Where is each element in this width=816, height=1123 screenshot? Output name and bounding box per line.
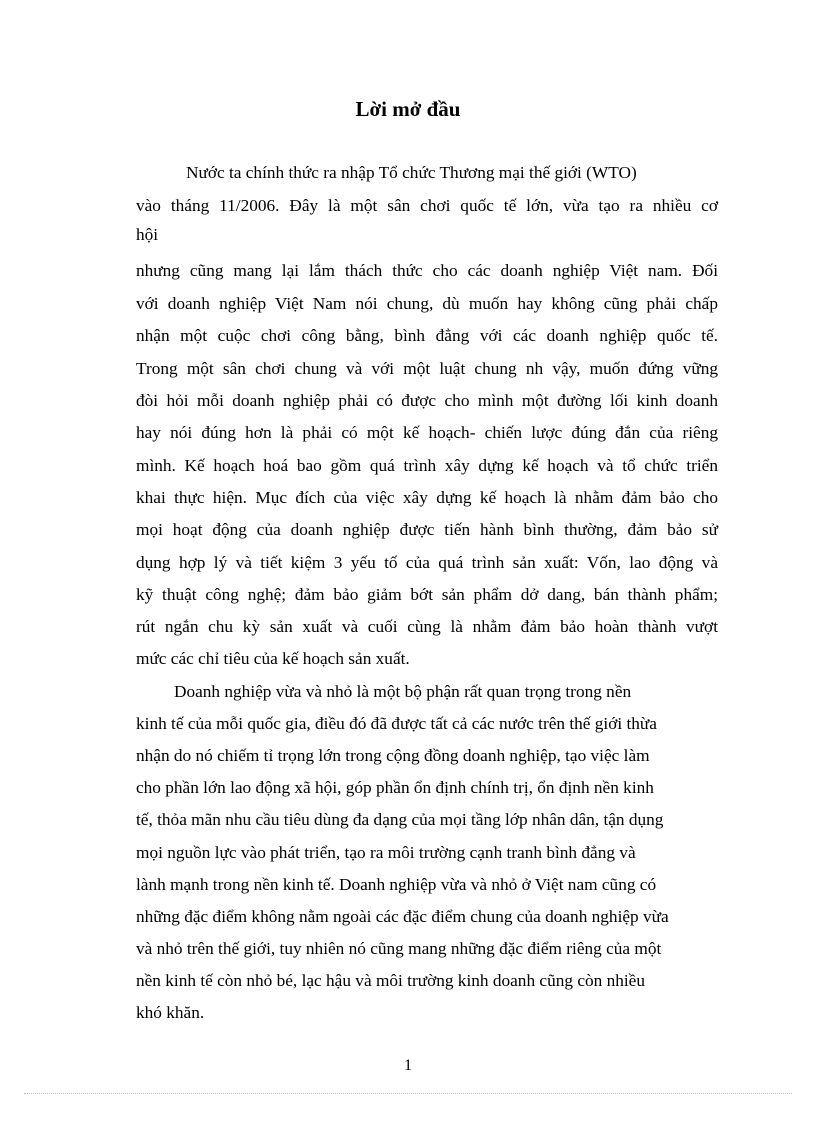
page-bottom-divider (24, 1093, 792, 1094)
text-line: nhưng cũng mang lại lắm thách thức cho các doanh nghiệp Việt nam. Đối (136, 261, 718, 280)
text-line: hay nói đúng hơn là phải có một kế hoạch- chiến lược đúng đắn của riêng (136, 423, 718, 442)
text-line: rút ngắn chu kỳ sản xuất và cuối cùng là nhằm đảm bảo hoàn thành vượt (136, 617, 718, 636)
text-line: tế, thỏa mãn nhu cầu tiêu dùng đa dạng của mọi tầng lớp nhân dân, tận dụng (136, 810, 664, 829)
text-line: khó khăn. (136, 1003, 205, 1022)
text-line: Trong một sân chơi chung và với một luật chung nh vậy, muốn đứng vững (136, 359, 718, 378)
text-line: Nước ta chính thức ra nhập Tổ chức Thương mại thế giới (WTO) (186, 163, 637, 182)
page-title: Lời mở đầu (355, 97, 461, 121)
text-line: dụng hợp lý và tiết kiệm 3 yếu tố của quá trình sản xuất: Vốn, lao động và (136, 553, 718, 572)
text-line: khai thực hiện. Mục đích của việc xây dựng kế hoạch là nhằm đảm bảo cho (136, 488, 718, 507)
text-line: với doanh nghiệp Việt Nam nói chung, dù muốn hay không cũng phải chấp (136, 294, 718, 313)
text-line: nền kinh tế còn nhỏ bé, lạc hậu và môi trường kinh doanh cũng còn nhiều (136, 971, 645, 990)
text-line: hội (136, 225, 159, 244)
text-line: cho phần lớn lao động xã hội, góp phần ổn định chính trị, ổn định nền kinh (136, 778, 654, 797)
text-line: đòi hỏi mỗi doanh nghiệp phải có được cho mình một đường lối kinh doanh (136, 391, 718, 410)
text-line: mức các chỉ tiêu của kế hoạch sản xuất. (136, 649, 410, 668)
text-line: những đặc điểm không nằm ngoài các đặc điểm chung của doanh nghiệp vừa (136, 907, 669, 926)
text-line: lành mạnh trong nền kinh tế. Doanh nghiệp vừa và nhỏ ở Việt nam cũng có (136, 875, 657, 894)
text-line: nhận do nó chiếm tỉ trọng lớn trong cộng đồng doanh nghiệp, tạo việc làm (136, 746, 650, 765)
text-line: kinh tế của mỗi quốc gia, điều đó đã được tất cả các nước trên thế giới thừa (136, 714, 657, 733)
text-line: vào tháng 11/2006. Đây là một sân chơi quốc tế lớn, vừa tạo ra nhiều cơ (136, 196, 718, 215)
page-number: 1 (404, 1057, 412, 1074)
text-line: mọi nguồn lực vào phát triển, tạo ra môi trường cạnh tranh bình đẳng và (136, 843, 636, 862)
text-line: Doanh nghiệp vừa và nhỏ là một bộ phận rất quan trọng trong nền (174, 682, 632, 701)
text-line: mình. Kế hoạch hoá bao gồm quá trình xây dựng kế hoạch và tổ chức triển (136, 456, 718, 475)
text-line: nhận một cuộc chơi công bằng, bình đẳng với các doanh nghiệp quốc tế. (136, 326, 718, 345)
text-line: mọi hoạt động của doanh nghiệp được tiến hành bình thường, đảm bảo sử (136, 520, 718, 539)
text-line: và nhỏ trên thế giới, tuy nhiên nó cũng mang những đặc điểm riêng của một (136, 939, 662, 958)
text-line: kỹ thuật công nghệ; đảm bảo giảm bớt sản phẩm dở dang, bán thành phẩm; (136, 585, 718, 604)
